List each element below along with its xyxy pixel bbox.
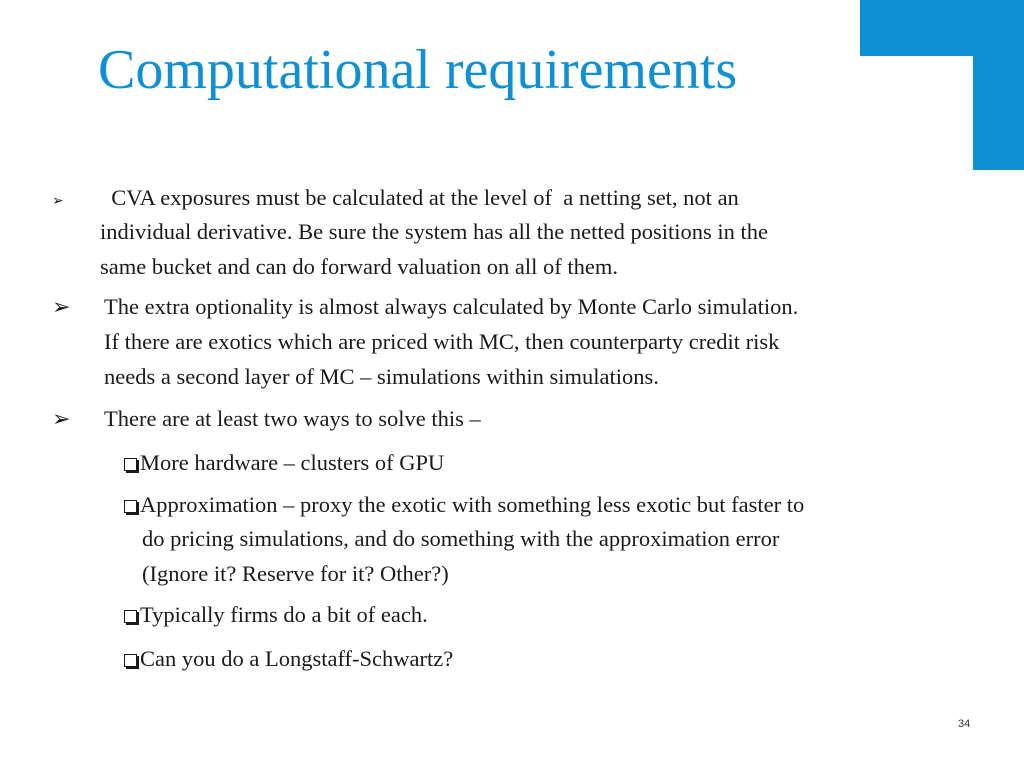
square-bullet-icon [124,610,137,623]
sub-bullet-text-line: do pricing simulations, and do something with the approximation error [142,526,780,551]
arrow-bullet-icon: ➢ [52,294,71,319]
sub-bullet-text-line: Approximation – proxy the exotic with something less exotic but faster to [124,487,804,523]
slide-title: Computational requirements [98,39,738,101]
sub-bullet-text-line: (Ignore it? Reserve for it? Other?) [142,561,449,586]
arrow-bullet-icon: ➢ [52,194,64,209]
bullet-text-line: needs a second layer of MC – simulations within simulations. [104,364,659,389]
arrow-bullet-icon: ➢ [52,406,71,431]
square-bullet-icon [124,500,137,513]
bullet-text-line: individual derivative. Be sure the system has all the netted positions in the [100,219,768,244]
square-bullet-icon [124,458,137,471]
page-number: 34 [958,718,971,730]
sub-bullet-text-line: Can you do a Longstaff-Schwartz? [124,641,453,677]
bullet-text-line: The extra optionality is almost always calculated by Monte Carlo simulation. [104,294,799,319]
sub-bullet-text-line: More hardware – clusters of GPU [124,445,444,481]
bullet-text-line: CVA exposures must be calculated at the level of a netting set, not an [100,185,739,210]
corner-accent-bar [860,0,1024,56]
square-bullet-icon [124,654,137,667]
bullet-text-line: If there are exotics which are priced with MC, then counterparty credit risk [104,329,780,354]
bullet-text-line: same bucket and can do forward valuation on all of them. [100,254,618,279]
bullet-text-line: There are at least two ways to solve this – [104,406,481,431]
corner-accent-tab [973,56,1024,170]
sub-bullet-text-line: Typically firms do a bit of each. [124,597,428,633]
